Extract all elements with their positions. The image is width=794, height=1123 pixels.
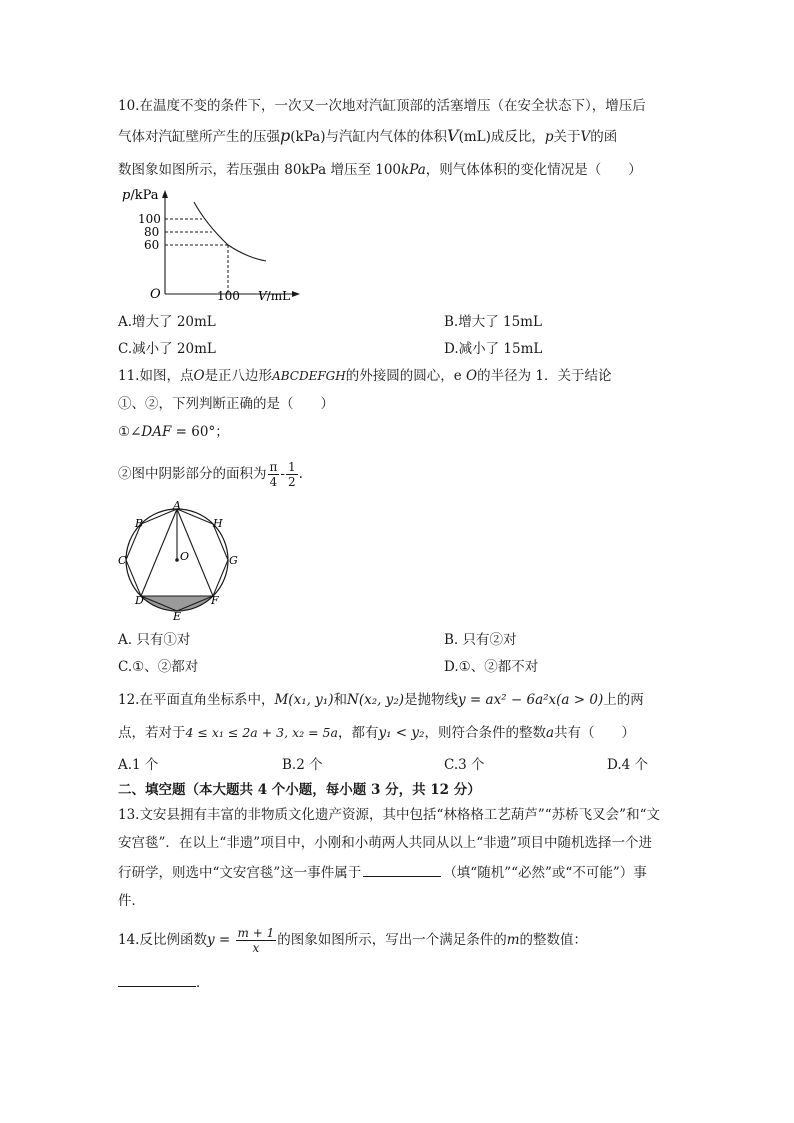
q14-line1c: 的整数值：	[519, 932, 588, 948]
q13-line3b: （填“随机”“必然”或“不可能”）事	[443, 865, 647, 881]
q10-v2: V	[580, 129, 591, 145]
q13-line1: 13.文安县拥有丰富的非物质文化遗产资源，其中包括“林格格工艺葫芦”“苏桥飞叉会”和“文	[118, 807, 660, 823]
q13-line3	[118, 862, 647, 883]
q14-line2	[118, 972, 210, 993]
q10-p2: p	[544, 129, 554, 145]
q11-o2: O	[466, 368, 478, 384]
q12-and: 和	[333, 692, 347, 708]
q10-option-c[interactable]: C.减小了 20mL	[118, 341, 216, 357]
q12-condition: 4 ≤ x₁ ≤ 2a + 3, x₂ = 5a	[185, 725, 338, 740]
q12-line2a: 点，若对于	[118, 725, 186, 741]
graph-curve	[194, 202, 266, 261]
q12-line1c: 上的两	[603, 692, 644, 708]
section-fill-in-heading: 二、填空题（本大题共 4 个小题，每小题 3 分，共 12 分）	[118, 782, 481, 798]
q10-line2d: 关于	[553, 129, 581, 145]
label-e: E	[173, 610, 182, 622]
q11-poly: ABCDEFGH	[272, 369, 346, 383]
q11-s2b: .	[298, 466, 303, 482]
q10-option-d[interactable]: D.减小了 15mL	[444, 341, 543, 357]
q13-line4: 件．	[118, 893, 145, 909]
label-b: B	[135, 517, 144, 530]
q12-a: a	[545, 725, 555, 741]
q11-s1b: DAF	[141, 424, 172, 440]
label-h: H	[213, 517, 223, 530]
q14-period: ．	[196, 975, 210, 991]
q10-kpa: (kPa)	[290, 129, 326, 145]
frac-num: m + 1	[237, 926, 275, 940]
q14-y: y	[206, 932, 215, 948]
q11-line1c: 的外接圆的圆心，	[345, 368, 454, 384]
q12-line2d: 共有（ ）	[554, 725, 636, 741]
q10-line2e: 的函	[590, 129, 618, 145]
q14-fraction	[236, 926, 277, 955]
q11-line1a: 11.如图，点	[118, 368, 194, 384]
label-d: D	[135, 594, 144, 607]
q14-line1a: 14.反比例函数	[118, 932, 207, 948]
q14-line1b: 的图象如图所示，写出一个满足条件的	[277, 932, 507, 948]
label-f: F	[211, 594, 219, 607]
q10-line3b: ，则气体体积的变化情况是（ ）	[425, 162, 642, 178]
frac-den: x	[252, 941, 260, 955]
q12-option-b[interactable]: B.2 个	[282, 757, 323, 773]
q12-line2b: ，都有	[337, 725, 379, 741]
label-g: G	[229, 554, 238, 567]
center-point	[175, 558, 179, 562]
q11-s1a: ①∠	[118, 424, 142, 440]
q10-line2a: 气体对汽缸壁所产生的压强	[118, 129, 280, 145]
q11-line2: ①、②，下列判断正确的是（ ）	[118, 396, 334, 412]
graph-origin: O	[150, 287, 161, 302]
graph-x-arrow	[292, 291, 300, 297]
label-o: O	[180, 550, 190, 563]
q10-line3	[118, 160, 642, 180]
q14-eq-sign: =	[214, 932, 235, 948]
frac-den: 2	[287, 475, 296, 489]
frac-num: π	[269, 460, 278, 474]
q10-ml: (mL)	[458, 129, 491, 145]
q11-statement1	[118, 422, 229, 442]
q12-line1b: 是抛物线	[404, 692, 458, 708]
graph-ylabel: p/kPa	[122, 188, 159, 203]
q12-equation: y = ax² − 6a²x(a > 0)	[458, 692, 604, 708]
q10-line2	[118, 126, 617, 147]
q12-option-c[interactable]: C.3 个	[444, 757, 485, 773]
q13-line2: 安宫毯”．在以上“非遗”项目中，小刚和小萌两人共同从以上“非遗”项目中随机选择一个进	[118, 835, 653, 851]
q11-minus: -	[280, 466, 285, 482]
graph-xlabel: V/mL	[258, 289, 291, 303]
graph-label-60: 60	[144, 238, 160, 252]
q11-option-a[interactable]: A. 只有①对	[118, 632, 191, 648]
q12-line2c: ，则符合条件的整数	[424, 725, 546, 741]
graph-y-arrow	[162, 190, 168, 198]
graph-label-x100: 100	[217, 289, 240, 303]
q12-point-n: N(x₂, y₂)	[347, 692, 404, 708]
q12-line2	[118, 723, 635, 743]
q11-frac-half	[286, 460, 298, 489]
frac-num: 1	[287, 460, 296, 474]
q10-line1: 10.在温度不变的条件下，一次又一次地对汽缸顶部的活塞增压（在安全状态下），增压后	[118, 98, 646, 114]
q11-line1	[118, 366, 611, 386]
q11-o1: O	[193, 368, 205, 384]
q14-m: m	[506, 932, 520, 948]
q10-line2b: 与汽缸内气体的体积	[325, 129, 447, 145]
graph-label-80: 80	[144, 225, 160, 239]
graph-label-100: 100	[138, 212, 161, 226]
q10-v-symbol: V	[447, 126, 459, 145]
q13-line3a: 行研学，则选中“文安宫毯”这一事件属于	[118, 865, 362, 881]
q10-line3a: 数图象如图所示，若压强由 80kPa 增压至 100	[118, 162, 402, 178]
q10-option-b[interactable]: B.增大了 15mL	[444, 314, 542, 330]
q11-line1d: 的半径为 1．关于结论	[477, 368, 612, 384]
q11-octagon-figure	[116, 500, 246, 622]
q11-option-d[interactable]: D.①、②都不对	[444, 659, 539, 675]
q11-option-b[interactable]: B. 只有②对	[444, 632, 517, 648]
q12-inequality: y₁ < y₂	[378, 725, 425, 741]
q10-graph	[118, 184, 308, 308]
q10-p-symbol: p	[280, 126, 291, 145]
q10-line2c: 成反比，	[490, 129, 545, 145]
q11-s1c: = 60°；	[171, 424, 229, 440]
q12-option-a[interactable]: A.1 个	[118, 757, 159, 773]
q11-line1b: 是正八边形	[204, 368, 273, 384]
q14-line1	[118, 922, 587, 958]
q13-answer-blank[interactable]	[363, 862, 441, 877]
label-a: A	[173, 500, 181, 512]
label-c: C	[118, 554, 127, 567]
q10-option-a[interactable]: A.增大了 20mL	[118, 314, 216, 330]
q14-answer-blank[interactable]	[118, 972, 196, 987]
q11-s2a: ②图中阴影部分的面积为	[118, 466, 267, 482]
frac-den: 4	[269, 475, 278, 489]
q12-point-m: M(x₁, y₁)	[274, 692, 334, 708]
q11-circ: e	[453, 368, 462, 384]
q11-statement2	[118, 456, 303, 492]
q10-line3-kpa: kPa	[401, 162, 426, 178]
q11-frac-pi4	[268, 460, 280, 489]
q12-line1	[118, 690, 644, 710]
q11-option-c[interactable]: C.①、②都对	[118, 659, 199, 675]
q12-option-d[interactable]: D.4 个	[607, 757, 649, 773]
q12-line1a: 12.在平面直角坐标系中，	[118, 692, 275, 708]
shaded-region	[141, 596, 213, 611]
